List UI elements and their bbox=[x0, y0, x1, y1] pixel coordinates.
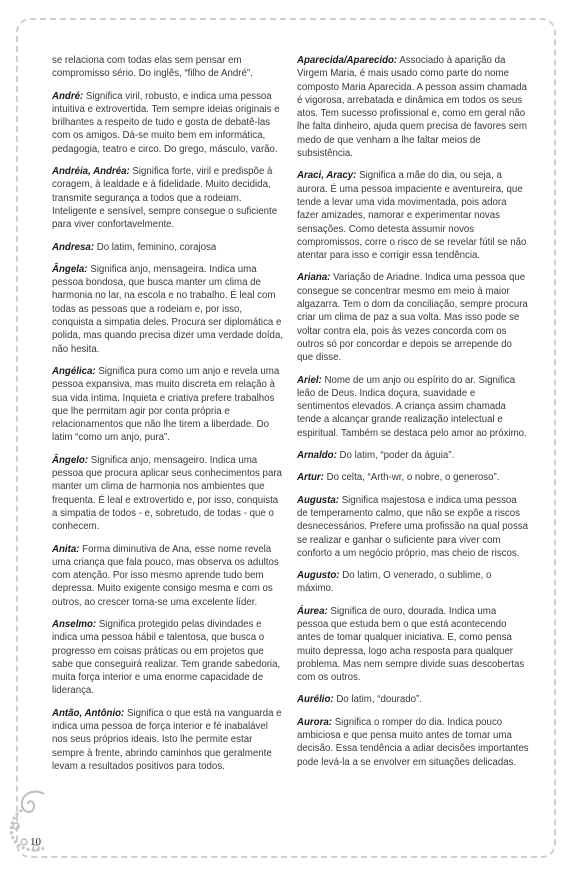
name-entry bbox=[52, 54, 284, 81]
entry-text: Associado à aparição da Virgem Maria, é mais usado como parte do nome composto Maria Aparecida. A pessoa assim chamada é vigorosa, arrebatada e dinâmica em todos os seus atos. Tem sucesso profissional e, como em geral não lhe falta dinheiro, ajuda quem precisa de favores sem medo de que venham a lhe faltar meios de subsistência. bbox=[297, 55, 527, 160]
entry-text: Significa viril, robusto, e indica uma pessoa intuitiva e extrovertida. Tem sempre ideias originais e brilhantes a respeito de tudo e gosta de debatê-las com os amigos. Dá-se muito bem em informática, pedagogia, teatro e circo. Do grego, másculo, varão. bbox=[52, 90, 280, 155]
name-entry bbox=[52, 454, 284, 534]
entry-name: Andréia, Andréa: bbox=[52, 166, 130, 178]
entry-name: Araci, Aracy: bbox=[297, 170, 357, 182]
entry-text: se relaciona com todas elas sem pensar em compromisso sério. Do inglês, “filho de André”. bbox=[52, 55, 253, 80]
name-entry bbox=[297, 494, 529, 560]
entry-text: Do celta, “Arth-wr, o nobre, o generoso”. bbox=[326, 472, 500, 484]
entry-text: Significa anjo, mensageira. Indica uma pessoa bondosa, que busca manter um clima de harmonia no lar, na escola e no trabalho. É leal com todas as pessoas que a rodeiam e, por isso, conquista a simpatia deles. Procura ser diplomática e polida, mas quando precisa dizer uma verdade doída, não hesita. bbox=[52, 263, 284, 355]
name-entry bbox=[297, 271, 529, 364]
entry-name: Angélica: bbox=[52, 365, 96, 377]
entry-text: Significa de ouro, dourada. Indica uma pessoa que estuda bem o que está acontecendo antes de tomar qualquer iniciativa. E, como pensa muito depressa, logo acha resposta para qualquer problema. Mas nem sempre divide suas descobertas com os outros. bbox=[297, 605, 525, 684]
name-entry bbox=[297, 605, 529, 685]
name-entry bbox=[297, 716, 529, 769]
entry-name: Aurélio: bbox=[297, 694, 334, 706]
entry-text: Significa o que está na vanguarda e indica uma pessoa de força interior e fé inabalável nos seus próprios ideais. Isto lhe permite estar sempre à frente, abrindo caminhos que geralmente levam a resultados positivos para todos. bbox=[52, 707, 282, 772]
entry-name: Ângela: bbox=[52, 263, 88, 275]
name-entry bbox=[297, 449, 529, 462]
name-entry bbox=[52, 365, 284, 445]
entry-name: Augusta: bbox=[297, 494, 339, 506]
entry-text: Significa majestosa e indica uma pessoa de temperamento calmo, que não se expõe a riscos desnecessários. Prefere uma profissão na qual possa se realizar e ganhar o suficiente para viver com conforto a um negócio próprio, mas cheio de riscos. bbox=[297, 494, 529, 559]
name-entry bbox=[52, 707, 284, 773]
entry-name: Ângelo: bbox=[52, 454, 89, 466]
entry-name: Áurea: bbox=[297, 605, 328, 617]
right-column bbox=[297, 54, 529, 778]
entry-name: Aparecida/Aparecido: bbox=[297, 55, 398, 66]
name-entry bbox=[52, 90, 284, 156]
entry-text: Significa forte, viril e predispõe à coragem, à lealdade e à fidelidade. Muito decidida, transmite segurança a todos que a rodeiam. Inteligente e sensível, sempre consegue o suficiente para viver confortavelmente. bbox=[52, 166, 278, 231]
entry-text: Do latim, feminino, corajosa bbox=[96, 241, 217, 253]
entry-name: Anita: bbox=[52, 543, 80, 555]
entry-text: Significa protegido pelas divindades e indica uma pessoa hábil e talentosa, que busca o progresso em coisas práticas ou em projetos que sabe que conseguirá realizar. Tem grande sabedoria, muita força interior e uma enorme capacidade de liderança. bbox=[52, 618, 281, 697]
entry-text: Forma diminutiva de Ana, esse nome revela uma criança que fala pouco, mas observa os adultos com atenção. Por isso mesmo aprende tudo bem depressa. Muito exigente consigo mesma e com os outros, ao crescer torna-se uma excelente líder. bbox=[52, 543, 279, 608]
entry-name: Ariana: bbox=[297, 272, 331, 284]
name-entry bbox=[297, 471, 529, 484]
name-entry bbox=[52, 543, 284, 609]
entry-name: Andresa: bbox=[52, 241, 94, 253]
name-entry bbox=[297, 374, 529, 440]
left-column bbox=[52, 54, 284, 782]
entry-name: Antão, Antônio: bbox=[52, 707, 125, 719]
page-number: 10 bbox=[30, 836, 41, 848]
entry-name: Ariel: bbox=[297, 374, 322, 386]
entry-text: Do latim, O venerado, o sublime, o máximo. bbox=[297, 570, 492, 595]
name-entry bbox=[297, 169, 529, 262]
name-entry bbox=[52, 263, 284, 356]
entry-name: Arnaldo: bbox=[297, 450, 337, 462]
name-entry bbox=[297, 54, 529, 160]
name-entry bbox=[297, 693, 529, 706]
entry-text: Do latim, “poder da águia”. bbox=[339, 450, 455, 462]
name-entry bbox=[52, 241, 284, 254]
entry-text: Significa o romper do dia. Indica pouco ambiciosa e que pensa muito antes de tomar uma decisão. Essa tendência a adiar decisões importantes pode levá-la a se envolver em situações delicadas. bbox=[297, 716, 529, 768]
entry-name: Aurora: bbox=[297, 716, 332, 728]
name-entry bbox=[52, 618, 284, 698]
entry-name: André: bbox=[52, 90, 84, 102]
entry-text: Nome de um anjo ou espírito do ar. Significa leão de Deus. Indica doçura, suavidade e sentimentos elevados. A criança assim chamada tende a alcançar grande realização intelectual e espiritual. Também se destaca pelo amor ao próximo. bbox=[297, 374, 527, 439]
entry-text: Significa pura como um anjo e revela uma pessoa expansiva, mas muito discreta em relação à sua vida íntima. Inquieta e criativa prefere trabalhos que lhe permitam agir por conta própria e relacionamentos que não lhe tirem a liberdade. Do latim “como um anjo, pura”. bbox=[52, 365, 280, 444]
entry-name: Artur: bbox=[297, 472, 324, 484]
entry-text: Significa anjo, mensageiro. Indica uma pessoa que procura aplicar seus conhecimentos para manter um clima de harmonia nos ambientes que frequenta. É leal e extrovertido e, por isso, conquista a simpatia de todos - e, sobretudo, de todas - que o conhecem. bbox=[52, 454, 282, 533]
name-entry bbox=[297, 569, 529, 596]
entry-name: Anselmo: bbox=[52, 618, 97, 630]
name-entry bbox=[52, 165, 284, 231]
entry-text: Variação de Ariadne. Indica uma pessoa que consegue se concentrar mesmo em meio à maior algazarra. Tem o dom da conciliação, sempre procura criar um clima de paz a sua volta. Mas isso pode se voltar contra ela, pois às vezes concorda com os outros só por concordar e depois se arrepende do que disse. bbox=[297, 272, 528, 364]
entry-name: Augusto: bbox=[297, 570, 340, 582]
entry-text: Do latim, “dourado”. bbox=[336, 694, 422, 706]
entry-text: Significa a mãe do dia, ou seja, a aurora. É uma pessoa impaciente e aventureira, que tende a levar uma vida movimentada, pois adora fazer amizades, namorar e experimentar novas sensações. Como detesta assumir novos compromissos, corre o risco de se revelar fútil se não atentar para isso e corrigir essa tendência. bbox=[297, 170, 527, 262]
